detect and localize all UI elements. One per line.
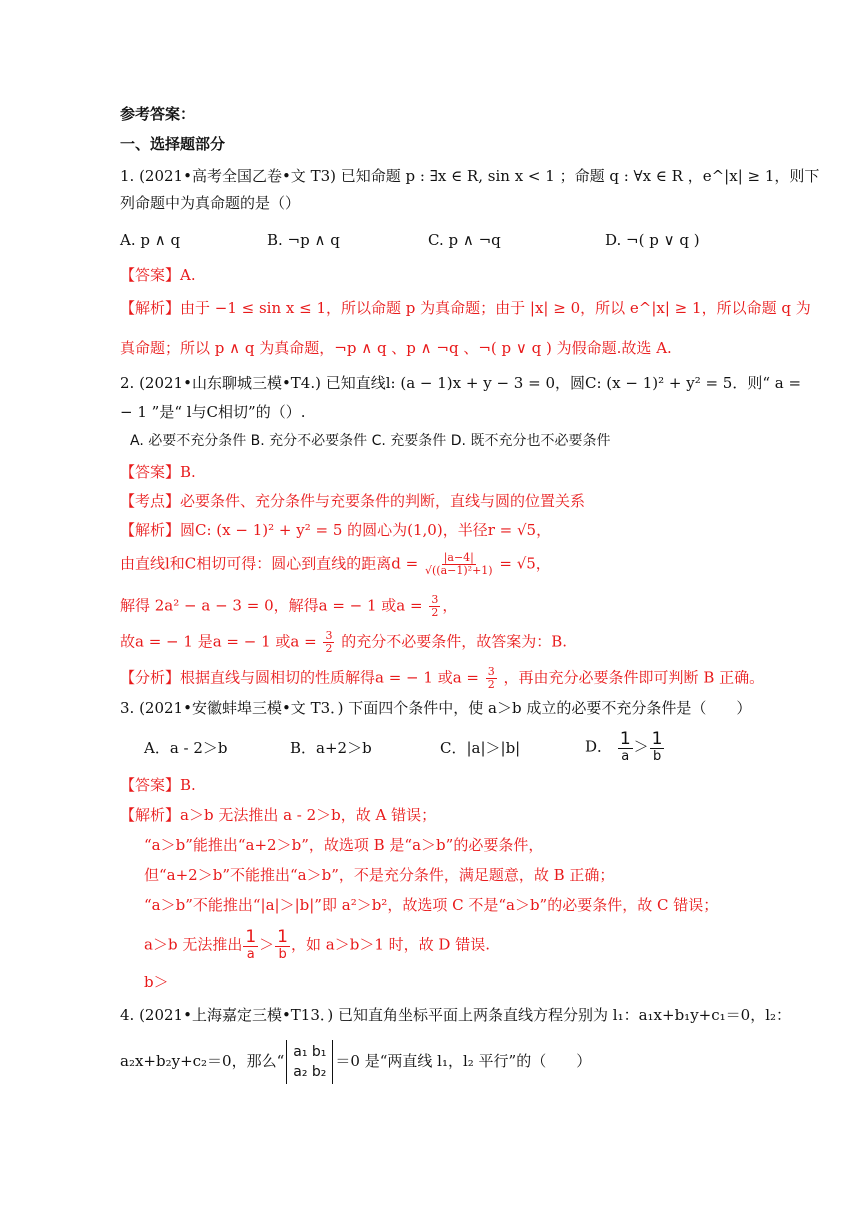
q3-option-d-frac-b	[650, 730, 665, 765]
q2-distance-fraction	[425, 552, 493, 577]
q2-condition-denominator: 2	[325, 642, 333, 655]
q4-det-row1: a₁ b₁	[293, 1044, 327, 1060]
q3-option-d-gt: ＞	[633, 737, 649, 756]
q1-option-b: B. ¬p ∧ q	[267, 231, 340, 249]
q2-stem-line2: − 1 ”是“ l与C相切”的（）.	[120, 403, 306, 421]
q2-options: A. 必要不充分条件 B. 充分不必要条件 C. 充要条件 D. 既不充分也不必要条件	[130, 433, 611, 449]
q4-stem-line1: 4. (2021•上海嘉定三模•T13．) 已知直角坐标平面上两条直线方程分别为 l₁：a₁x+b₁y+c₁＝0，l₂：	[120, 1006, 792, 1024]
q4-stem-line2-pre: a₂x+b₂y+c₂＝0，那么“	[120, 1052, 285, 1070]
q3-analysis-frac-a	[243, 928, 258, 963]
q3-analysis-line5	[144, 928, 490, 963]
q2-analysis-line1: 【解析】圆C: (x − 1)² + y² = 5 的圆心为(1,0)，半径r = √5，	[120, 521, 552, 539]
q3-option-d-label: D．	[585, 737, 613, 756]
q2-analysis-line2	[120, 552, 551, 577]
q2-distance-numerator: |a−4|	[443, 551, 474, 564]
q3-analysis-gt: ＞	[259, 935, 275, 954]
q2-fenxi-denominator: 2	[487, 678, 495, 691]
q2-fenxi-pre: 【分析】根据直线与圆相切的性质解得a = − 1 或a =	[120, 668, 479, 687]
q3-analysis-line4: “a＞b”不能推出“|a|＞|b|”即 a²＞b²，故选项 C 不是“a＞b”的必要条件，故 C 错误；	[144, 896, 719, 914]
q3-analysis-line2: “a＞b”能推出“a+2＞b”，故选项 B 是“a＞b”的必要条件，	[144, 836, 544, 854]
q2-solution-numerator: 3	[431, 593, 439, 606]
q2-fenxi-post: ，再由充分必要条件即可判断 B 正确。	[503, 668, 765, 687]
q1-answer: 【答案】A.	[120, 266, 196, 284]
q2-solution-denominator: 2	[431, 606, 439, 619]
q2-analysis-line4-pre: 故a = − 1 是a = − 1 或a =	[120, 632, 317, 651]
q2-stem-line1: 2. (2021•山东聊城三模•T4.) 已知直线l: (a − 1)x + y − 3 = 0，圆C: (x − 1)² + y² = 5．则“ a =	[120, 374, 802, 392]
q4-det-row2: a₂ b₂	[293, 1064, 327, 1080]
q2-analysis-line3-pre: 解得 2a² − a − 3 = 0，解得a = − 1 或a =	[120, 596, 423, 615]
answer-heading: 参考答案：	[120, 105, 196, 123]
q3-analysis-num-b: 1	[277, 927, 288, 947]
q4-determinant	[286, 1040, 333, 1084]
q2-analysis-line4	[120, 630, 567, 655]
q1-analysis-line1: 【解析】由于 −1 ≤ sin x ≤ 1，所以命题 p 为真命题；由于 |x| ≥ 0，所以 e^|x| ≥ 1，所以命题 q 为	[120, 299, 811, 317]
q3-analysis-num-a: 1	[245, 927, 257, 947]
q2-answer: 【答案】B.	[120, 463, 196, 481]
q3-analysis-line3: 但“a+2＞b”不能推出“a＞b”，不是充分条件，满足题意，故 B 正确；	[144, 866, 615, 884]
q1-option-a: A. p ∧ q	[120, 231, 181, 249]
q2-fenxi	[120, 666, 764, 691]
q2-distance-denominator: √((a−1)²+1)	[425, 564, 493, 577]
q3-option-c: C．|a|＞|b|	[440, 739, 521, 757]
q2-analysis-line4-post: 的充分不必要条件，故答案为：B.	[341, 632, 568, 651]
q2-fenxi-fraction	[486, 666, 497, 691]
q2-condition-numerator: 3	[325, 629, 333, 642]
q3-analysis-den-b: b	[278, 947, 287, 962]
q2-solution-fraction	[429, 594, 440, 619]
q2-analysis-line2-post: = √5，	[499, 554, 551, 573]
q1-option-c: C. p ∧ ¬q	[428, 231, 501, 249]
q3-option-d-num-b: 1	[651, 729, 663, 749]
q3-analysis-line1: 【解析】a＞b 无法推出 a - 2＞b，故 A 错误；	[120, 806, 437, 824]
q2-analysis-line2-pre: 由直线l和C相切可得：圆心到直线的距离d =	[120, 554, 419, 573]
q3-answer: 【答案】B.	[120, 776, 196, 794]
q2-analysis-line3: 解得 2a² − a − 3 = 0，解得a = − 1 或a = $\frac{3}{2}$ ，	[120, 593, 458, 619]
q3-analysis-line6: b＞	[144, 973, 169, 991]
q3-option-d	[585, 730, 665, 765]
q1-option-d: D. ¬( p ∨ q )	[605, 231, 700, 249]
q2-fenxi-numerator: 3	[487, 665, 495, 678]
q3-stem: 3. (2021•安徽蚌埠三模•文 T3．) 下面四个条件中，使 a＞b 成立的必要不充分条件是（ ）	[120, 699, 752, 717]
q3-analysis-frac-b	[275, 928, 290, 963]
q1-analysis-line2: 真命题；所以 p ∧ q 为真命题，¬p ∧ q 、p ∧ ¬q 、¬( p ∨ q ) 为假命题.故选 A.	[120, 339, 672, 357]
q3-option-d-den-b: b	[652, 749, 662, 764]
q3-option-d-num-a: 1	[619, 729, 631, 749]
q2-condition-fraction	[323, 630, 334, 655]
q2-point: 【考点】必要条件、充分条件与充要条件的判断，直线与圆的位置关系	[120, 492, 586, 510]
q3-analysis-line5-pre: a＞b 无法推出	[144, 935, 243, 954]
section-heading: 一、选择题部分	[120, 135, 226, 153]
q1-stem-line2: 列命题中为真命题的是（）	[120, 194, 301, 212]
q3-option-d-frac-a	[618, 730, 633, 765]
q4-stem-line2-post: ＝0 是“两直线 l₁，l₂ 平行”的（ ）	[335, 1052, 592, 1070]
q3-analysis-line5-post: ，如 a＞b＞1 时，故 D 错误.	[291, 935, 490, 954]
q3-analysis-den-a: a	[246, 947, 255, 962]
q3-option-d-den-a: a	[621, 749, 630, 764]
q3-option-a: A．a - 2＞b	[144, 739, 228, 757]
q3-option-b: B．a+2＞b	[290, 739, 372, 757]
q1-stem-line1: 1. (2021•高考全国乙卷•文 T3) 已知命题 p : ∃x ∈ R, sin x < 1 ；命题 q : ∀x ∈ R ，e^|x| ≥ 1，则下	[120, 167, 820, 185]
q4-stem-line2	[120, 1040, 591, 1084]
